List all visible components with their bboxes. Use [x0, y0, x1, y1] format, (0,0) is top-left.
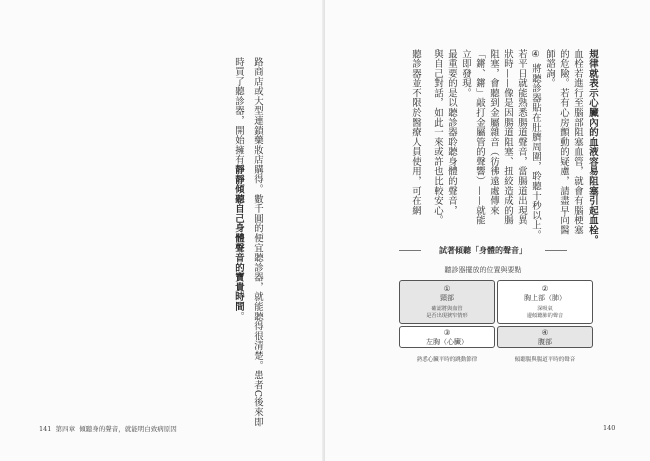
left-page-number: 141	[39, 425, 52, 433]
box-left-chest	[399, 326, 495, 348]
box-chest-upper	[497, 280, 593, 324]
right-heading-column: 規律就表示心臟內的血液容易阻塞引起血栓。	[587, 49, 598, 245]
right-body-column-1: 血栓若進行至腦部阻塞血管，就會有腦梗塞	[572, 49, 583, 236]
right-body-column-2: 的危險。若有心房顫動的疑慮，請盡早向醫	[558, 49, 569, 236]
chapter-label: 第四章	[55, 425, 76, 433]
box-neck-number: ①	[443, 284, 451, 293]
box-abdomen-desc: 傾聽腸與腸道平時的聲音	[514, 357, 576, 363]
box-chest-notes: 深吸氣 邊傾聽肺的聲音	[526, 306, 564, 319]
chapter-title: 傾聽身的聲音，就能明白致病原因	[79, 425, 177, 433]
right-body-column-5: 若平日就能熟悉腸道聲音，當腸道出現異	[516, 49, 527, 226]
right-body-column-4: ④ 將聽診器貼在肚臍周圍，聆聽十秒以上。	[530, 49, 541, 240]
right-body-column-8: 「鏘、鏘」敲打金屬管的聲響）——就能	[474, 49, 485, 226]
figure-title: 試著傾聽「身體的聲音」	[399, 245, 567, 256]
left-footer	[39, 424, 177, 433]
box-abdomen-number: ④	[541, 328, 549, 337]
box-neck-title: 頸部	[440, 294, 454, 302]
right-page	[325, 0, 650, 461]
box-chest-number: ②	[541, 284, 549, 293]
right-page-number: 140	[603, 424, 616, 432]
right-body-column-9: 立即發現。	[460, 49, 471, 98]
left-body-column-1: 路商店或大型連鎖藥妝店購得。數千圓的便宜聽診器，就能聽得很清楚。患者C後來即	[252, 57, 263, 427]
right-body-column-3: 師諮詢。	[544, 49, 555, 89]
box-left-chest-number: ③	[443, 328, 451, 337]
highlight-phrase: 靜靜傾聽自己身體聲音的寶貴時間	[233, 164, 244, 312]
box-left-chest-title: 左胸（心臟）	[426, 338, 468, 346]
right-body-column-10: 最重要的是以聽診器聆聽身體的聲音，	[446, 49, 457, 216]
figure-subtitle: 聽診器擺放的位置與要點	[444, 266, 522, 274]
right-body-column-6: 狀時——像是因腸道阻塞、扭絞造成的腸	[502, 49, 513, 226]
right-body-column-7: 阻塞，會聽到金屬雜音（彷彿遠處傳來	[488, 49, 499, 216]
box-chest-title: 胸上部（肺）	[524, 294, 566, 302]
box-left-chest-desc: 熟悉心臟平時的跳動節律	[416, 357, 478, 363]
box-abdomen	[497, 326, 593, 348]
right-body-column-11: 與自己對話，如此一來或許也比較安心。	[432, 49, 443, 226]
left-body-column-2: 時買了聽診器，開始擁有靜靜傾聽自己身體聲音的寶貴時間。	[233, 57, 244, 322]
box-abdomen-title: 腹部	[538, 338, 552, 346]
box-neck-notes: 確認將與血管 是否出現狹窄情形	[426, 306, 468, 319]
right-body-column-12: 聽診器並不限於醫療人員使用，可在網	[410, 49, 421, 216]
box-neck	[399, 280, 495, 324]
